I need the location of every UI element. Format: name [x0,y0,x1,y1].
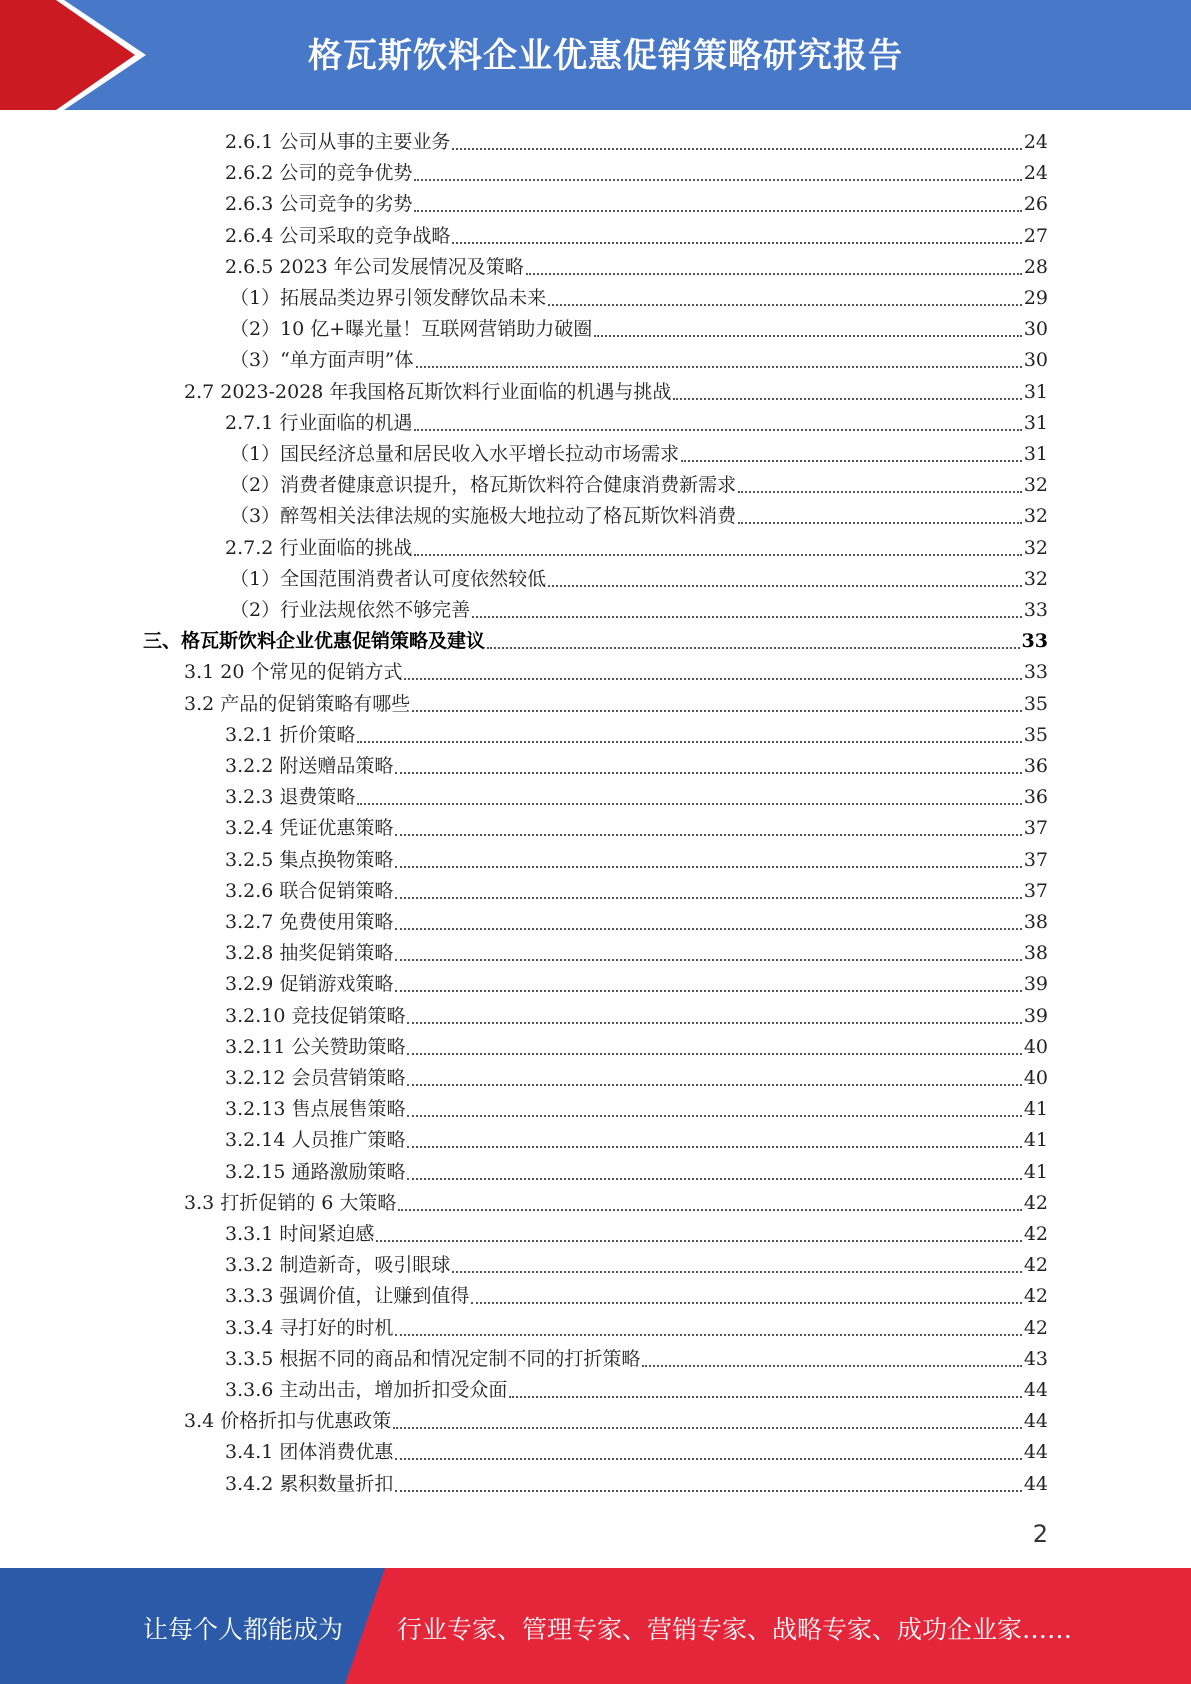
toc-entry-page: 30 [1023,349,1048,372]
toc-entry-title: 3.2.3 退费策略 [225,786,356,809]
toc-entry-title: （3）醉驾相关法律法规的实施极大地拉动了格瓦斯饮料消费 [230,505,737,528]
toc-entry-title: 3.2.11 公关赞助策略 [225,1035,406,1058]
toc-entry-page: 39 [1023,973,1048,996]
toc-entry-title: 3.3.3 强调价值，让赚到值得 [225,1285,470,1308]
toc-leader-dots [548,304,1022,306]
toc-entry-page: 35 [1023,692,1048,715]
toc-entry-page: 31 [1023,443,1048,465]
toc-entry[interactable] [225,751,1048,782]
toc-leader-dots [452,1271,1021,1273]
toc-entry[interactable] [225,1281,1048,1312]
toc-leader-dots [509,1396,1021,1398]
toc-leader-dots [395,866,1021,868]
toc-entry-page: 33 [1023,599,1048,621]
toc-entry-page: 37 [1023,848,1048,871]
toc-leader-dots [738,522,1022,524]
toc-entry-title: 3.4 价格折扣与优惠政策 [184,1410,392,1433]
toc-entry-title: 2.6.5 2023 年公司发展情况及策略 [225,255,524,278]
toc-leader-dots [407,1084,1021,1086]
toc-entry-page: 33 [1021,630,1048,653]
toc-entry-title: 3.3.4 寻打好的时机 [225,1316,394,1339]
toc-entry[interactable] [184,1188,1048,1219]
toc-entry-title: 2.6.4 公司采取的竞争战略 [225,224,451,247]
toc-entry[interactable] [230,314,1048,345]
toc-entry[interactable] [225,1001,1048,1032]
toc-entry-page: 44 [1023,1441,1048,1464]
toc-leader-dots [407,1115,1021,1117]
toc-entry-title: 3.1 20 个常见的促销方式 [184,661,403,684]
header-title: 格瓦斯饮料企业优惠促销策略研究报告 [308,36,903,76]
page-header [0,0,1191,110]
toc-entry-title: 3.2.8 抽奖促销策略 [225,942,394,965]
toc-leader-dots [414,429,1021,431]
toc-entry[interactable] [230,283,1048,314]
toc-entry-title: 3.2.9 促销游戏策略 [225,973,394,996]
toc-leader-dots [395,1458,1021,1460]
toc-leader-dots [357,741,1021,743]
toc-entry-title: （2）行业法规依然不够完善 [230,599,471,621]
toc-leader-dots [526,273,1022,275]
toc-leader-dots [452,242,1021,244]
toc-entry-page: 42 [1023,1223,1048,1245]
toc-leader-dots [472,616,1022,618]
toc-leader-dots [681,460,1022,462]
toc-entry-page: 36 [1023,755,1048,777]
toc-leader-dots [395,959,1021,961]
toc-entry-page: 28 [1023,255,1048,278]
toc-entry-page: 38 [1023,942,1048,965]
toc-entry[interactable] [225,221,1048,252]
toc-entry-title: 2.7.2 行业面临的挑战 [225,536,413,559]
toc-entry[interactable] [225,189,1048,220]
toc-leader-dots [395,1334,1021,1336]
toc-entry-page: 44 [1023,1472,1048,1495]
toc-entry-page: 24 [1023,131,1048,153]
toc-entry[interactable] [225,158,1048,189]
toc-leader-dots [398,1209,1021,1211]
toc-entry-title: 3.3.5 根据不同的商品和情况定制不同的打折策略 [225,1347,641,1370]
toc-entry[interactable] [225,1094,1048,1125]
toc-leader-dots [407,1178,1021,1180]
toc-entry-page: 31 [1023,380,1048,403]
toc-entry-page: 30 [1023,318,1048,341]
footer-slogan-right: 行业专家、管理专家、营销专家、战略专家、成功企业家…… [397,1615,1073,1644]
toc-leader-dots [452,148,1021,150]
toc-entry[interactable] [143,626,1048,657]
toc-entry-title: 3.4.1 团体消费优惠 [225,1441,394,1464]
toc-leader-dots [548,585,1022,587]
toc-entry[interactable] [225,907,1048,938]
toc-entry-title: 3.2.10 竞技促销策略 [225,1004,406,1027]
toc-entry-page: 44 [1023,1379,1048,1401]
toc-leader-dots [414,179,1021,181]
toc-entry-page: 24 [1023,162,1048,185]
toc-entry[interactable] [230,470,1048,501]
toc-entry-page: 29 [1023,287,1048,309]
toc-leader-dots [395,897,1021,899]
toc-entry-title: （3）“单方面声明”体 [230,349,414,372]
toc-leader-dots [395,990,1021,992]
toc-leader-dots [673,398,1021,400]
toc-entry-title: 3.2.7 免费使用策略 [225,911,394,933]
toc-entry-page: 36 [1023,786,1048,809]
toc-entry-page: 42 [1023,1316,1048,1339]
toc-leader-dots [414,210,1021,212]
toc-entry-title: 3.2.12 会员营销策略 [225,1067,406,1089]
toc-entry-page: 40 [1023,1035,1048,1058]
toc-leader-dots [393,1427,1022,1429]
toc-leader-dots [404,678,1021,680]
toc-entry-page: 41 [1023,1098,1048,1121]
toc-entry-page: 42 [1023,1254,1048,1277]
toc-entry-title: （1）国民经济总量和居民收入水平增长拉动市场需求 [230,443,680,465]
toc-leader-dots [407,1146,1021,1148]
toc-leader-dots [412,710,1022,712]
toc-entry[interactable] [225,845,1048,876]
toc-leader-dots [414,554,1021,556]
toc-entry-page: 42 [1023,1285,1048,1308]
toc-entry[interactable] [225,1250,1048,1281]
toc-entry-title: 三、格瓦斯饮料企业优惠促销策略及建议 [143,630,486,653]
toc-entry-page: 27 [1023,224,1048,247]
toc-entry-title: 3.2.1 折价策略 [225,723,356,746]
toc-entry-title: 3.2.14 人员推广策略 [225,1129,406,1152]
toc-entry[interactable] [225,1313,1048,1344]
toc-leader-dots [407,1022,1021,1024]
toc-entry[interactable] [225,938,1048,969]
toc-entry-page: 43 [1023,1347,1048,1370]
toc-entry[interactable] [225,1032,1048,1063]
toc-leader-dots [738,491,1022,493]
toc-entry-title: 2.6.1 公司从事的主要业务 [225,131,451,153]
toc-entry-page: 32 [1023,505,1048,528]
toc-entry-title: 3.3 打折促销的 6 大策略 [184,1191,397,1214]
toc-entry-page: 37 [1023,879,1048,902]
toc-entry-page: 32 [1023,567,1048,590]
toc-entry[interactable] [225,1219,1048,1250]
toc-entry-page: 32 [1023,474,1048,497]
toc-leader-dots [395,834,1021,836]
toc-entry[interactable] [225,1375,1048,1406]
toc-leader-dots [376,1240,1021,1242]
toc-entry[interactable] [184,1406,1048,1437]
toc-entry-page: 44 [1023,1410,1048,1433]
toc-entry[interactable] [225,782,1048,813]
toc-entry[interactable] [225,1063,1048,1094]
toc-entry-title: 3.3.2 制造新奇，吸引眼球 [225,1254,451,1277]
toc-entry-page: 32 [1023,536,1048,559]
toc-entry-page: 41 [1023,1129,1048,1152]
toc-entry-page: 42 [1023,1191,1048,1214]
toc-entry[interactable] [225,1157,1048,1188]
toc-entry-title: 3.2.6 联合促销策略 [225,879,394,902]
toc-entry-title: 3.2 产品的促销策略有哪些 [184,692,411,715]
toc-entry-title: （1）全国范围消费者认可度依然较低 [230,567,547,590]
toc-entry[interactable] [184,377,1048,408]
toc-entry[interactable] [225,127,1048,158]
toc-leader-dots [357,803,1021,805]
toc-entry-page: 38 [1023,911,1048,933]
toc-entry-title: 3.3.1 时间紧迫感 [225,1223,375,1245]
toc-leader-dots [594,335,1022,337]
toc-entry[interactable] [225,969,1048,1000]
toc-entry-title: 2.7.1 行业面临的机遇 [225,411,413,434]
toc-leader-dots [471,1302,1021,1304]
toc-entry-page: 41 [1023,1160,1048,1183]
toc-entry-title: 3.2.15 通路激励策略 [225,1160,406,1183]
toc-entry-title: 2.7 2023-2028 年我国格瓦斯饮料行业面临的机遇与挑战 [184,380,672,403]
toc-entry[interactable] [225,876,1048,907]
toc-leader-dots [395,772,1021,774]
toc-entry[interactable] [230,564,1048,595]
toc-entry-title: （1）拓展品类边界引领发酵饮品未来 [230,287,547,309]
toc-entry[interactable] [225,1469,1048,1500]
toc-entry-page: 35 [1023,723,1048,746]
page-footer [0,1568,1191,1684]
toc-entry-page: 31 [1023,411,1048,434]
toc-leader-dots [416,366,1022,368]
toc-entry-title: 3.2.5 集点换物策略 [225,848,394,871]
toc-entry-page: 40 [1023,1067,1048,1089]
toc-leader-dots [395,928,1021,930]
toc-entry[interactable] [184,689,1048,720]
toc-entry-title: （2）10 亿+曝光量！互联网营销助力破圈 [230,318,593,341]
toc-entry[interactable] [184,657,1048,688]
toc-entry[interactable] [225,1125,1048,1156]
toc-entry[interactable] [230,595,1048,626]
toc-entry[interactable] [225,813,1048,844]
toc-entry[interactable] [230,439,1048,470]
toc-entry-page: 37 [1023,817,1048,840]
toc-leader-dots [642,1365,1021,1367]
toc-entry[interactable] [225,252,1048,283]
toc-entry[interactable] [230,345,1048,376]
toc-entry[interactable] [225,1437,1048,1468]
toc-entry-title: 3.4.2 累积数量折扣 [225,1472,394,1495]
toc-entry-title: 3.2.4 凭证优惠策略 [225,817,394,840]
toc-leader-dots [487,647,1020,649]
toc-entry[interactable] [225,533,1048,564]
toc-entry-page: 26 [1023,193,1048,216]
toc-entry-title: （2）消费者健康意识提升，格瓦斯饮料符合健康消费新需求 [230,474,737,497]
toc-entry-title: 3.3.6 主动出击，增加折扣受众面 [225,1379,508,1401]
toc-entry-page: 39 [1023,1004,1048,1027]
toc-entry-title: 2.6.3 公司竞争的劣势 [225,193,413,216]
toc-entry[interactable] [225,1344,1048,1375]
toc-leader-dots [407,1053,1021,1055]
toc-entry-title: 3.2.13 售点展售策略 [225,1098,406,1121]
toc-entry[interactable] [225,720,1048,751]
footer-slogan-left: 让每个人都能成为 [143,1615,344,1644]
toc-entry-title: 2.6.2 公司的竞争优势 [225,162,413,185]
toc-leader-dots [395,1490,1021,1492]
toc-entry[interactable] [230,501,1048,532]
toc-entry[interactable] [225,408,1048,439]
toc-entry-title: 3.2.2 附送赠品策略 [225,755,394,777]
page-number: 2 [1032,1520,1048,1548]
toc-entry-page: 33 [1023,661,1048,684]
